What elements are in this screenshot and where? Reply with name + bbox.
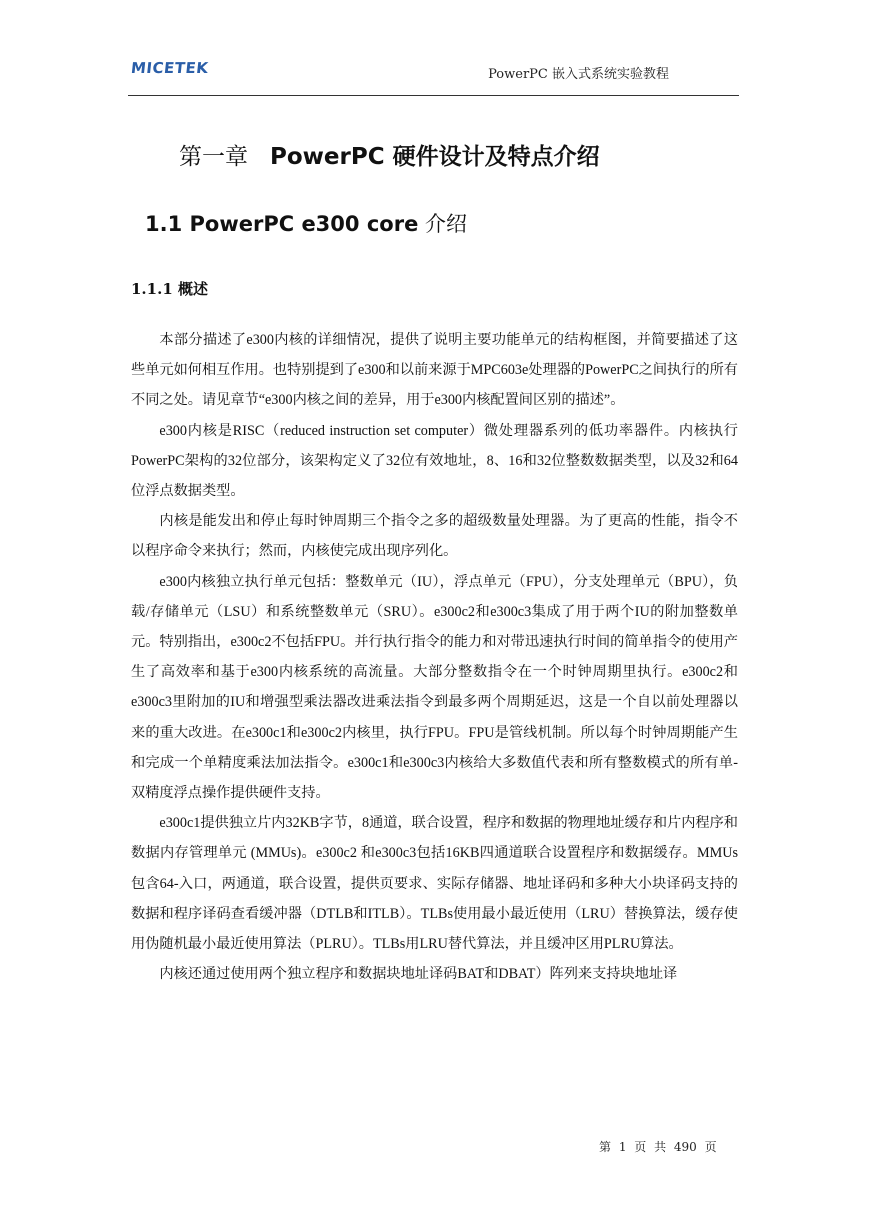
paragraph: e300内核独立执行单元包括：整数单元（IU），浮点单元（FPU），分支处理单元（BPU），负载/存储单元（LSU）和系统整数单元（SRU）。e300c2和e300c3集成了用于两个IU的附加整数单元。特别指出，e300c2不包括FPU。并行执行指令的能力和对带迅速执行时间的简单指令的使用产生了高效率和基于e300内核系统的高流量。大部分整数指令在一个时钟周期里执行。e300c2和e300c3里附加的IU和增强型乘法器改进乘法指令到最多两个周期延迟，这是一个自以前处理器以来的重大改进。在e300c1和e300c2内核里，执行FPU。FPU是管线机制。所以每个时钟周期能产生和完成一个单精度乘法加法指令。e300c1和e300c3内核给大多数值代表和所有整数模式的所有单-双精度浮点操作提供硬件支持。 [131,573,738,802]
paragraph: e300c1提供独立片内32KB字节，8通道，联合设置，程序和数据的物理地址缓存和片内程序和数据内存管理单元 (MMUs)。e300c2 和e300c3包括16KB四通道联合设置程序和数据缓存。MMUs包含64-入口，两通道，联合设置，提供页要求、实际存储器、地址译码和多种大小块译码支持的数据和程序译码查看缓冲器（DTLB和ITLB）。TLBs使用最小最近使用（LRU）替换算法，缓存使用伪随机最小最近使用算法（PLRU）。TLBs用LRU替代算法，并且缓冲区用PLRU算法。 [131,815,738,953]
chapter-heading [179,138,600,171]
section-title-suffix: 介绍 [425,212,467,236]
section-title: 1.1 PowerPC e300 core [145,212,419,236]
header-book-title: PowerPC 嵌入式系统实验教程 [488,67,669,82]
header-divider [128,95,739,96]
paragraph: 本部分描述了e300内核的详细情况，提供了说明主要功能单元的结构框图，并简要描述了这些单元如何相互作用。也特别提到了e300和以前来源于MPC603e处理器的PowerPC之间执行的所有不同之处。请见章节“e300内核之间的差异，用于e300内核配置间区别的描述”。 [131,332,738,409]
page-number: 第 1 页 共 490 页 [599,1140,717,1154]
chapter-number: 第一章 [179,144,248,170]
paragraph: e300内核是RISC（reduced instruction set computer）微处理器系列的低功率器件。内核执行PowerPC架构的32位部分，该架构定义了32位有效地址，8、16和32位整数数据类型，以及32和64位浮点数据类型。 [131,422,738,500]
paragraph: 内核还通过使用两个独立程序和数据块地址译码BAT和DBAT）阵列来支持块地址译 [159,966,678,983]
subsection-heading: 1.1.1 概述 [131,280,208,298]
micetek-logo: MICETEK [130,59,210,77]
body-text [131,325,738,989]
chapter-title: PowerPC 硬件设计及特点介绍 [270,144,600,170]
section-heading [145,208,467,238]
paragraph: 内核是能发出和停止每时钟周期三个指令之多的超级数量处理器。为了更高的性能，指令不以程序命令来执行；然而，内核使完成出现序列化。 [131,513,738,560]
